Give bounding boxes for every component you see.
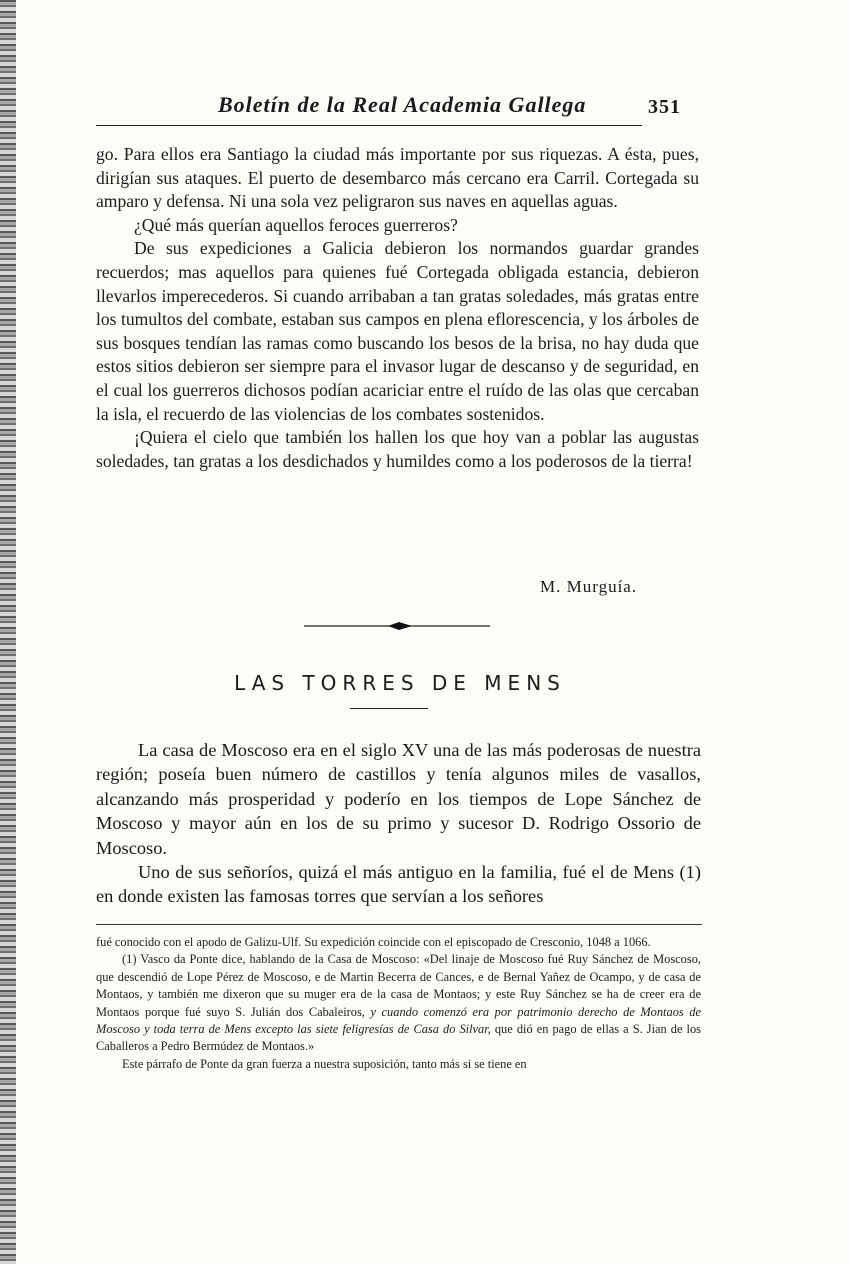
footnote-2: Este párrafo de Ponte da gran fuerza a nuestra suposición, tanto más si se tiene en bbox=[122, 1056, 527, 1071]
article-title: LAS TORRES DE MENS bbox=[234, 671, 566, 695]
footnote-1: (1) Vasco da Ponte dice, hablando de la Casa de Moscoso: «Del linaje de Moscoso fué Ruy Sánchez de Moscoso, que descendió de Lope Pérez de Moscoso, e de Martin Becerra de Cances, e de Bernal Yañez de Ocampo, y de casa de Montaos, y también me dixeron que su muger era de la casa de Montaos; y este Ruy Sánchez se ha de creer era de Montaos porque fué suyo S. Julián dos Cabaleiros, y cuando comenzó era por patrimonio derecho de Montaos de Moscoso y toda terra de Mens excepto las siete feligresías de Casa do Silvar, que dió en pago de ellas a S. Jian de los Caballeros a Pedro Bermúdez de Montaos.» bbox=[96, 952, 702, 1054]
footnote-1-italic: y cuando comenzó era por patrimonio derecho de Montaos de Moscoso y toda terra de Mens excepto las siete feligresías de Casa do Silvar, bbox=[96, 1004, 701, 1037]
paragraph: Uno de sus señoríos, quizá el más antiguo en la familia, fué el de Mens (1) en donde existen las famosas torres que servían a los señores bbox=[96, 862, 701, 907]
page-number: 351 bbox=[648, 96, 681, 118]
article-text bbox=[96, 738, 701, 909]
paragraph: De sus expediciones a Galicia debieron los normandos guardar grandes recuerdos; mas aquellos para quienes fué Cortegada obligada estancia, debieron llevarlos imperecederos. Si cuando arribaban a tan gratas soledades, más gratas entre los tumultos del combate, estaban sus campos en plena eflorescencia, y los árboles de sus bosques tendían las ramas como buscando los besos de la brisa, no hay duda que estos sitios debieron ser siempre para el invasor lugar de descanso y de seguridad, en el cual los guerreros dichosos podían acariciar entre el ruído de las olas que cercaban la isla, el recuerdo de las violencias de los combates sostenidos. bbox=[96, 238, 699, 424]
title-rule bbox=[350, 708, 428, 709]
ornamental-divider bbox=[304, 619, 490, 633]
paragraph: ¡Quiera el cielo que también los hallen los que hoy van a poblar las augustas soledades, tan gratas a los desdichados y humildes como a los poderosos de la tierra! bbox=[96, 427, 699, 471]
footnote-rule bbox=[96, 924, 702, 925]
running-header bbox=[210, 92, 681, 120]
footnote-carryover: fué conocido con el apodo de Galizu-Ulf. Su expedición coincide con el episcopado de Cresconio, 1048 a 1066. bbox=[96, 935, 651, 949]
footnotes bbox=[96, 934, 701, 1073]
author-signature: M. Murguía. bbox=[540, 577, 638, 596]
scanned-page-edge bbox=[0, 0, 16, 1264]
paragraph: go. Para ellos era Santiago la ciudad más importante por sus riquezas. A ésta, pues, dirigían sus ataques. El puerto de desembarco más cercano era Carril. Cortegada su amparo y defensa. Ni una sola vez peligraron sus naves en aquellas aguas. bbox=[96, 144, 699, 212]
paragraph: La casa de Moscoso era en el siglo XV una de las más poderosas de nuestra región; poseía buen número de castillos y tenía algunos miles de vasallos, alcanzando más prosperidad y poderío en los tiempos de Lope Sánchez de Moscoso y mayor aún en los de su primo y sucesor D. Rodrigo Ossorio de Moscoso. bbox=[96, 740, 701, 858]
header-rule bbox=[96, 125, 642, 126]
paragraph: ¿Qué más querían aquellos feroces guerreros? bbox=[134, 214, 458, 235]
journal-title: Boletín de la Real Academia Gallega bbox=[218, 92, 587, 117]
continuation-text bbox=[96, 143, 699, 473]
